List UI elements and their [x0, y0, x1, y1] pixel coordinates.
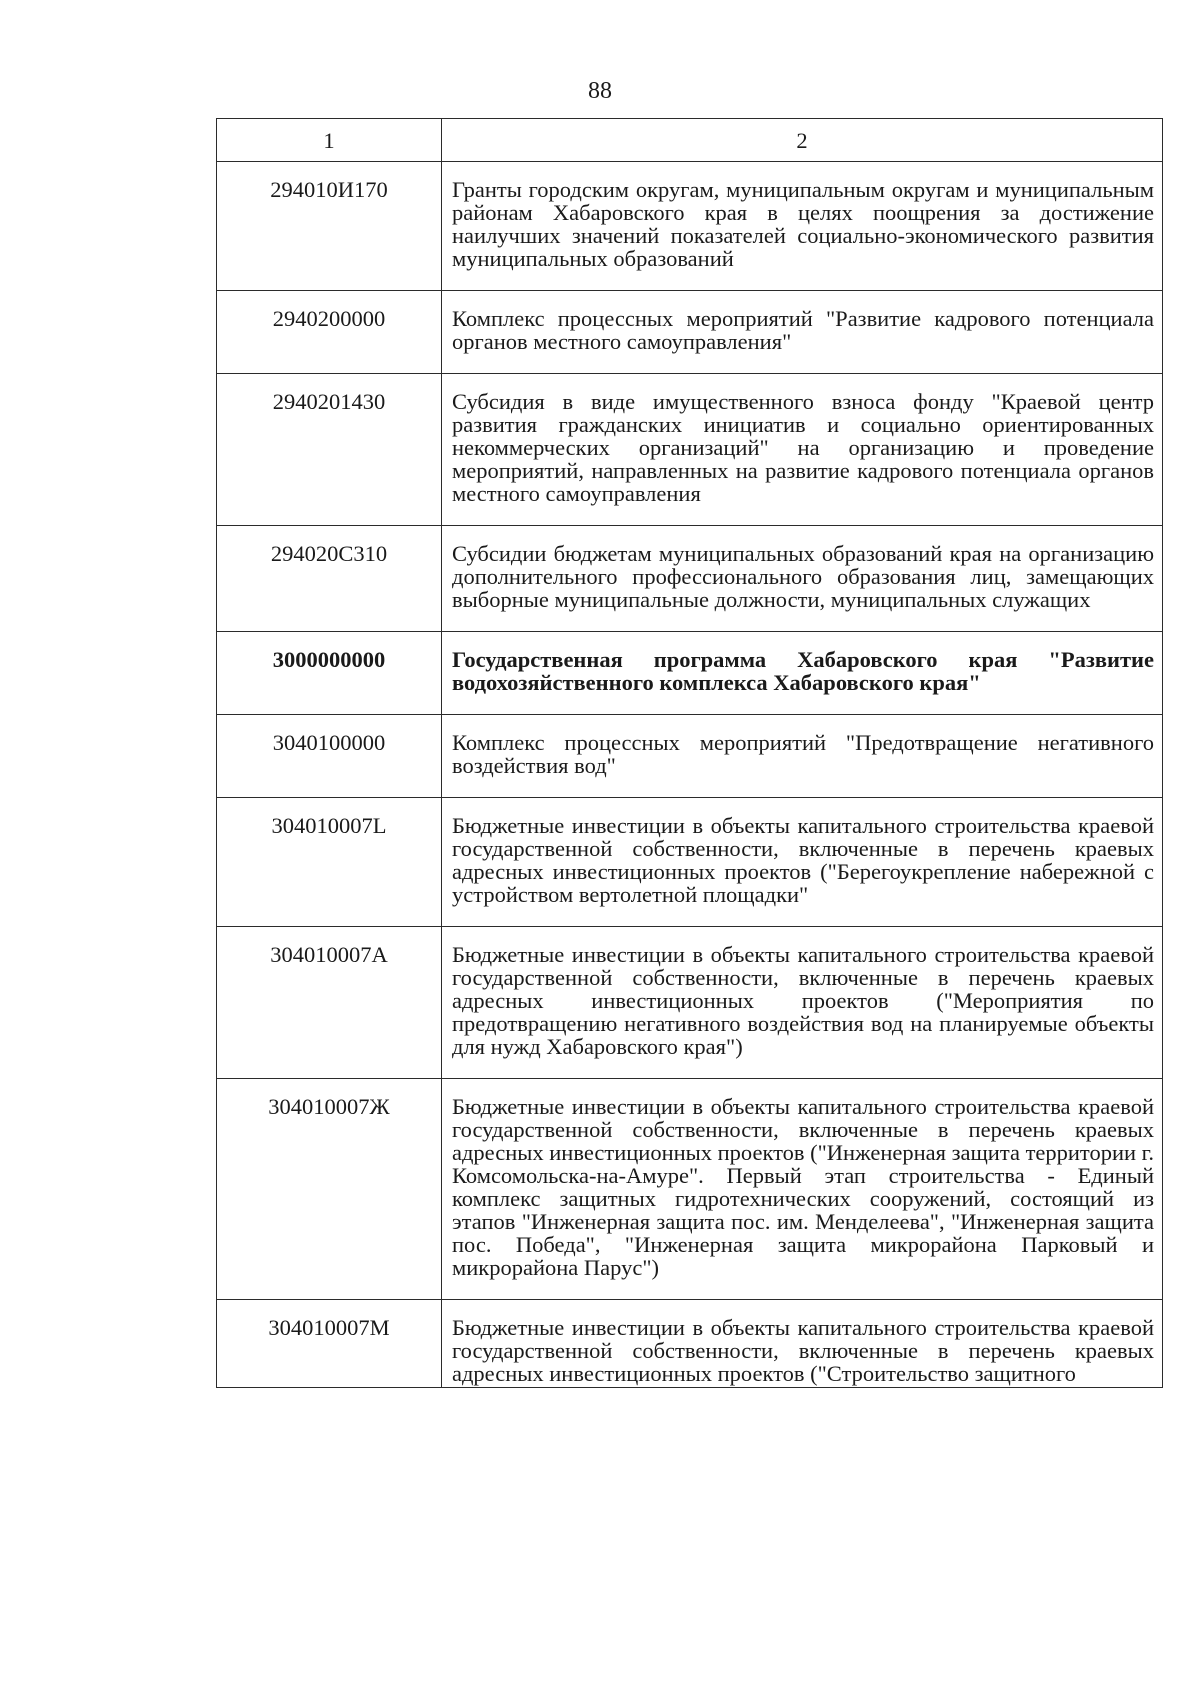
table-row [217, 927, 1163, 1079]
row-code: 304010007М [217, 1300, 442, 1388]
row-description: Бюджетные инвестиции в объекты капитального строительства краевой государственной собственности, включенные в перечень краевых адресных инвестиционных проектов ("Инженерная защита территории г. Комсомольска-на-Амуре". Первый этап строительства - Единый комплекс защитных гидротехнических сооружений, состоящий из этапов "Инженерная защита пос. им. Менделеева", "Инженерная защита пос. Победа", "Инженерная защита микрорайона Парковый и микрорайона Парус") [442, 1079, 1163, 1300]
budget-classification-table [216, 118, 1163, 1388]
table-row [217, 798, 1163, 927]
table-row [217, 715, 1163, 798]
row-description: Комплекс процессных мероприятий "Развитие кадрового потенциала органов местного самоуправления" [442, 291, 1163, 374]
table-row [217, 291, 1163, 374]
row-code: 304010007А [217, 927, 442, 1079]
row-code: 3000000000 [217, 632, 442, 715]
table-row-program [217, 632, 1163, 715]
row-description: Бюджетные инвестиции в объекты капитального строительства краевой государственной собственности, включенные в перечень краевых адресных инвестиционных проектов ("Берегоукрепление набережной с устройством вертолетной площадки" [442, 798, 1163, 927]
row-code: 2940201430 [217, 374, 442, 526]
row-code: 2940200000 [217, 291, 442, 374]
column-header-code: 1 [217, 119, 442, 162]
row-code: 3040100000 [217, 715, 442, 798]
table-row [217, 526, 1163, 632]
table-header-row [217, 119, 1163, 162]
table-row [217, 162, 1163, 291]
row-description: Комплекс процессных мероприятий "Предотвращение негативного воздействия вод" [442, 715, 1163, 798]
row-description: Бюджетные инвестиции в объекты капитального строительства краевой государственной собственности, включенные в перечень краевых адресных инвестиционных проектов ("Мероприятия по предотвращению негативного воздействия вод на планируемые объекты для нужд Хабаровского края") [442, 927, 1163, 1079]
row-code: 294010И170 [217, 162, 442, 291]
page-number: 88 [588, 78, 612, 104]
row-code: 304010007Ж [217, 1079, 442, 1300]
table-row [217, 1079, 1163, 1300]
row-description: Субсидия в виде имущественного взноса фонду "Краевой центр развития гражданских инициатив и социально ориентированных некоммерческих организаций" на организацию и проведение мероприятий, направленных на развитие кадрового потенциала органов местного самоуправления [442, 374, 1163, 526]
row-description: Государственная программа Хабаровского края "Развитие водохозяйственного комплекса Хабаровского края" [442, 632, 1163, 715]
row-description: Бюджетные инвестиции в объекты капитального строительства краевой государственной собственности, включенные в перечень краевых адресных инвестиционных проектов ("Строительство защитного [442, 1300, 1163, 1388]
column-header-description: 2 [442, 119, 1163, 162]
row-code: 294020С310 [217, 526, 442, 632]
table-row [217, 374, 1163, 526]
table-row [217, 1300, 1163, 1388]
row-code: 304010007L [217, 798, 442, 927]
row-description: Субсидии бюджетам муниципальных образований края на организацию дополнительного профессионального образования лиц, замещающих выборные муниципальные должности, муниципальных служащих [442, 526, 1163, 632]
row-description: Гранты городским округам, муниципальным округам и муниципальным районам Хабаровского края в целях поощрения за достижение наилучших значений показателей социально-экономического развития муниципальных образований [442, 162, 1163, 291]
